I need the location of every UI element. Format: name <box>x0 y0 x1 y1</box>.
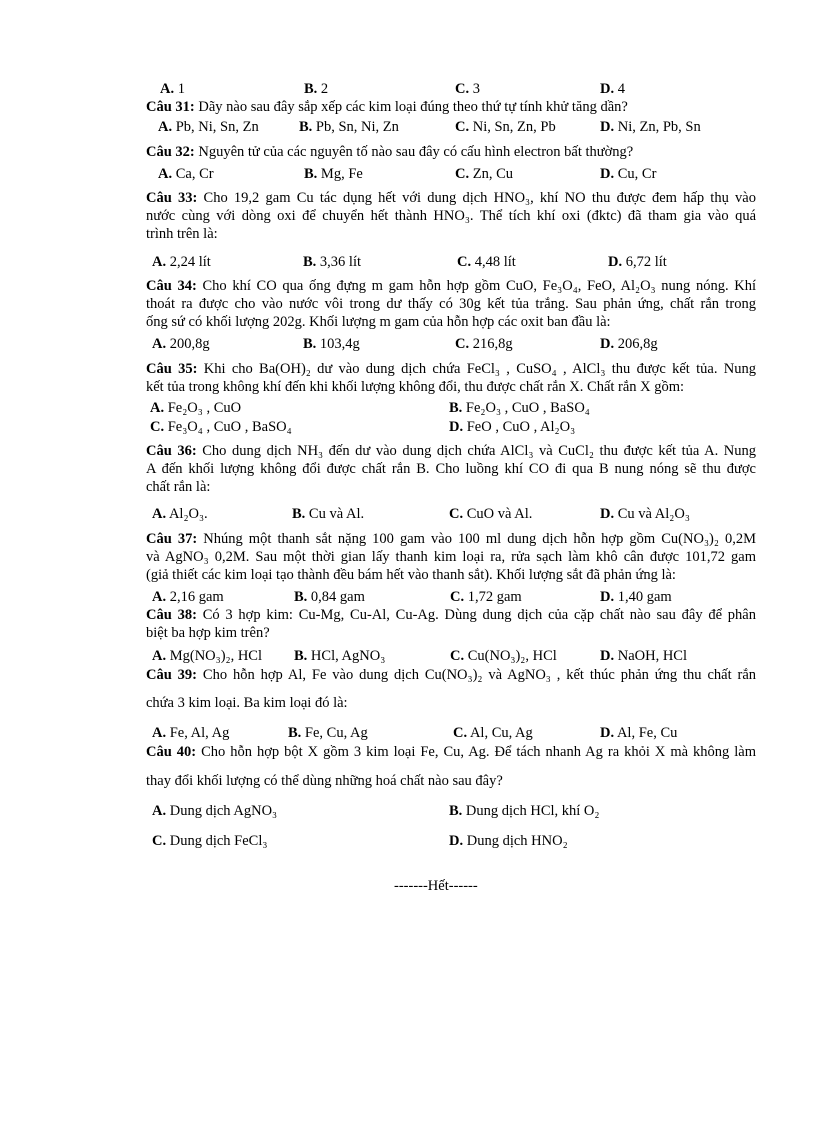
question-33: Câu 33: Cho 19,2 gam Cu tác dụng hết với dung dịch HNO₃, khí NO thu được đem hấp thụ vào nước cùng với dòng oxi để chuyển hết thành HNO₃. Thể tích khí oxi (đktc) đã tham gia vào quá trình trên là: <box>146 190 756 242</box>
q34-option-c: C. 216,8g <box>455 336 513 352</box>
question-34: Câu 34: Cho khí CO qua ống đựng m gam hỗn hợp gồm CuO, Fe₃O₄, FeO, Al₂O₃ nung nóng. Khí thoát ra được cho vào nước vôi trong dư thấy có 30g kết tủa trắng. Sau phản ứng, chất rắn trong ống sứ có khối lượng 202g. Khối lượng m gam của hỗn hợp các oxit ban đầu là: <box>146 278 757 330</box>
q32-option-a: A. Ca, Cr <box>158 166 214 182</box>
q31-option-b: B. Pb, Sn, Ni, Zn <box>299 119 399 135</box>
q32-option-d: D. Cu, Cr <box>600 166 657 182</box>
q33-option-c: C. 4,48 lít <box>457 254 516 270</box>
question-39-line-2: chứa 3 kim loại. Ba kim loại đó là: <box>146 695 348 711</box>
q35-option-d: D. FeO , CuO , Al₂O₃ <box>449 419 576 435</box>
q35-option-c: C. Fe₃O₄ , CuO , BaSO₄ <box>150 419 292 435</box>
q39-option-b: B. Fe, Cu, Ag <box>288 725 368 741</box>
q36-option-c: C. CuO và Al. <box>449 506 533 522</box>
q38-option-d: D. NaOH, HCl <box>600 648 688 664</box>
question-35: Câu 35: Khi cho Ba(OH)₂ dư vào dung dịch chứa FeCl₃ , CuSO₄ , AlCl₃ thu được kết tủa. Nung kết tủa trong không khí đến khi khối lượng không đổi, thu được chất rắn X. Chất rắn X gồm: <box>146 361 756 395</box>
question-39: Câu 39: Cho hỗn hợp Al, Fe vào dung dịch Cu(NO₃)₂ và AgNO₃ , kết thúc phản ứng thu chất rắn <box>146 667 757 683</box>
q37-option-a: A. 2,16 gam <box>152 589 224 605</box>
q30-option-c: C. 3 <box>455 81 480 97</box>
q38-option-b: B. HCl, AgNO₃ <box>294 648 386 664</box>
q31-option-a: A. Pb, Ni, Sn, Zn <box>158 119 259 135</box>
question-38: Câu 38: Có 3 hợp kim: Cu-Mg, Cu-Al, Cu-Ag. Dùng dung dịch của cặp chất nào sau đây để phân biệt ba hợp kim trên? <box>146 607 756 641</box>
q33-option-a: A. 2,24 lít <box>152 254 211 270</box>
q39-option-d: D. Al, Fe, Cu <box>600 725 678 741</box>
q34-option-a: A. 200,8g <box>152 336 210 352</box>
question-31 <box>146 98 756 116</box>
q37-option-c: C. 1,72 gam <box>450 589 522 605</box>
end-marker: -------Hết------ <box>394 878 478 894</box>
q39-option-a: A. Fe, Al, Ag <box>152 725 230 741</box>
q40-option-a: A. Dung dịch AgNO₃ <box>152 803 278 819</box>
q39-option-c: C. Al, Cu, Ag <box>453 725 533 741</box>
q30-option-b: B. 2 <box>304 81 329 97</box>
q35-option-a: A. Fe₂O₃ , CuO <box>150 400 242 416</box>
q32-option-c: C. Zn, Cu <box>455 166 514 182</box>
question-32: Câu 32: Nguyên tử của các nguyên tố nào sau đây có cấu hình electron bất thường? <box>146 144 634 160</box>
q32-option-b: B. Mg, Fe <box>304 166 363 182</box>
q34-option-b: B. 103,4g <box>303 336 360 352</box>
q35-option-b: B. Fe₂O₃ , CuO , BaSO₄ <box>449 400 590 416</box>
q40-option-b: B. Dung dịch HCl, khí O₂ <box>449 803 600 819</box>
q37-option-b: B. 0,84 gam <box>294 589 365 605</box>
q33-option-d: D. 6,72 lít <box>608 254 667 270</box>
question-line: Câu 31: Dãy nào sau đây sắp xếp các kim loại đúng theo thứ tự tính khử tăng dần? <box>146 99 628 115</box>
q30-option-d: D. 4 <box>600 81 625 97</box>
q30-option-a: A. 1 <box>160 81 185 97</box>
q40-option-c: C. Dung dịch FeCl₃ <box>152 833 268 849</box>
q36-option-a: A. Al₂O₃. <box>152 506 208 522</box>
q31-option-c: C. Ni, Sn, Zn, Pb <box>455 119 556 135</box>
q40-option-d: D. Dung dịch HNO₂ <box>449 833 568 849</box>
q34-option-d: D. 206,8g <box>600 336 658 352</box>
q36-option-b: B. Cu và Al. <box>292 506 365 522</box>
question-36: Câu 36: Cho dung dịch NH₃ đến dư vào dung dịch chứa AlCl₃ và CuCl₂ thu được kết tủa A. Nung A đến khối lượng không đổi được chất rắn B. Cho luồng khí CO đi qua B nung nóng sẽ thu được chất rắn là: <box>146 443 756 495</box>
q37-option-d: D. 1,40 gam <box>600 589 672 605</box>
q38-option-a: A. Mg(NO₃)₂, HCl <box>152 648 263 664</box>
q36-option-d: D. Cu và Al₂O₃ <box>600 506 690 522</box>
q33-option-b: B. 3,36 lít <box>303 254 362 270</box>
q38-option-c: C. Cu(NO₃)₂, HCl <box>450 648 557 664</box>
q31-option-d: D. Ni, Zn, Pb, Sn <box>600 119 701 135</box>
question-37: Câu 37: Nhúng một thanh sắt nặng 100 gam vào 100 ml dung dịch hỗn hợp gồm Cu(NO₃)₂ 0,2M và AgNO₃ 0,2M. Sau một thời gian lấy thanh kim loại ra, rửa sạch làm khô cân được 101,72 gam (giả thiết các kim loại tạo thành đều bám hết vào thanh sắt). Khối lượng sắt đã phản ứng là: <box>146 531 756 583</box>
question-40-line-2: thay đổi khối lượng có thể dùng những hoá chất nào sau đây? <box>146 773 503 789</box>
question-40: Câu 40: Cho hỗn hợp bột X gồm 3 kim loại Fe, Cu, Ag. Để tách nhanh Ag ra khỏi X mà không làm <box>146 744 756 760</box>
